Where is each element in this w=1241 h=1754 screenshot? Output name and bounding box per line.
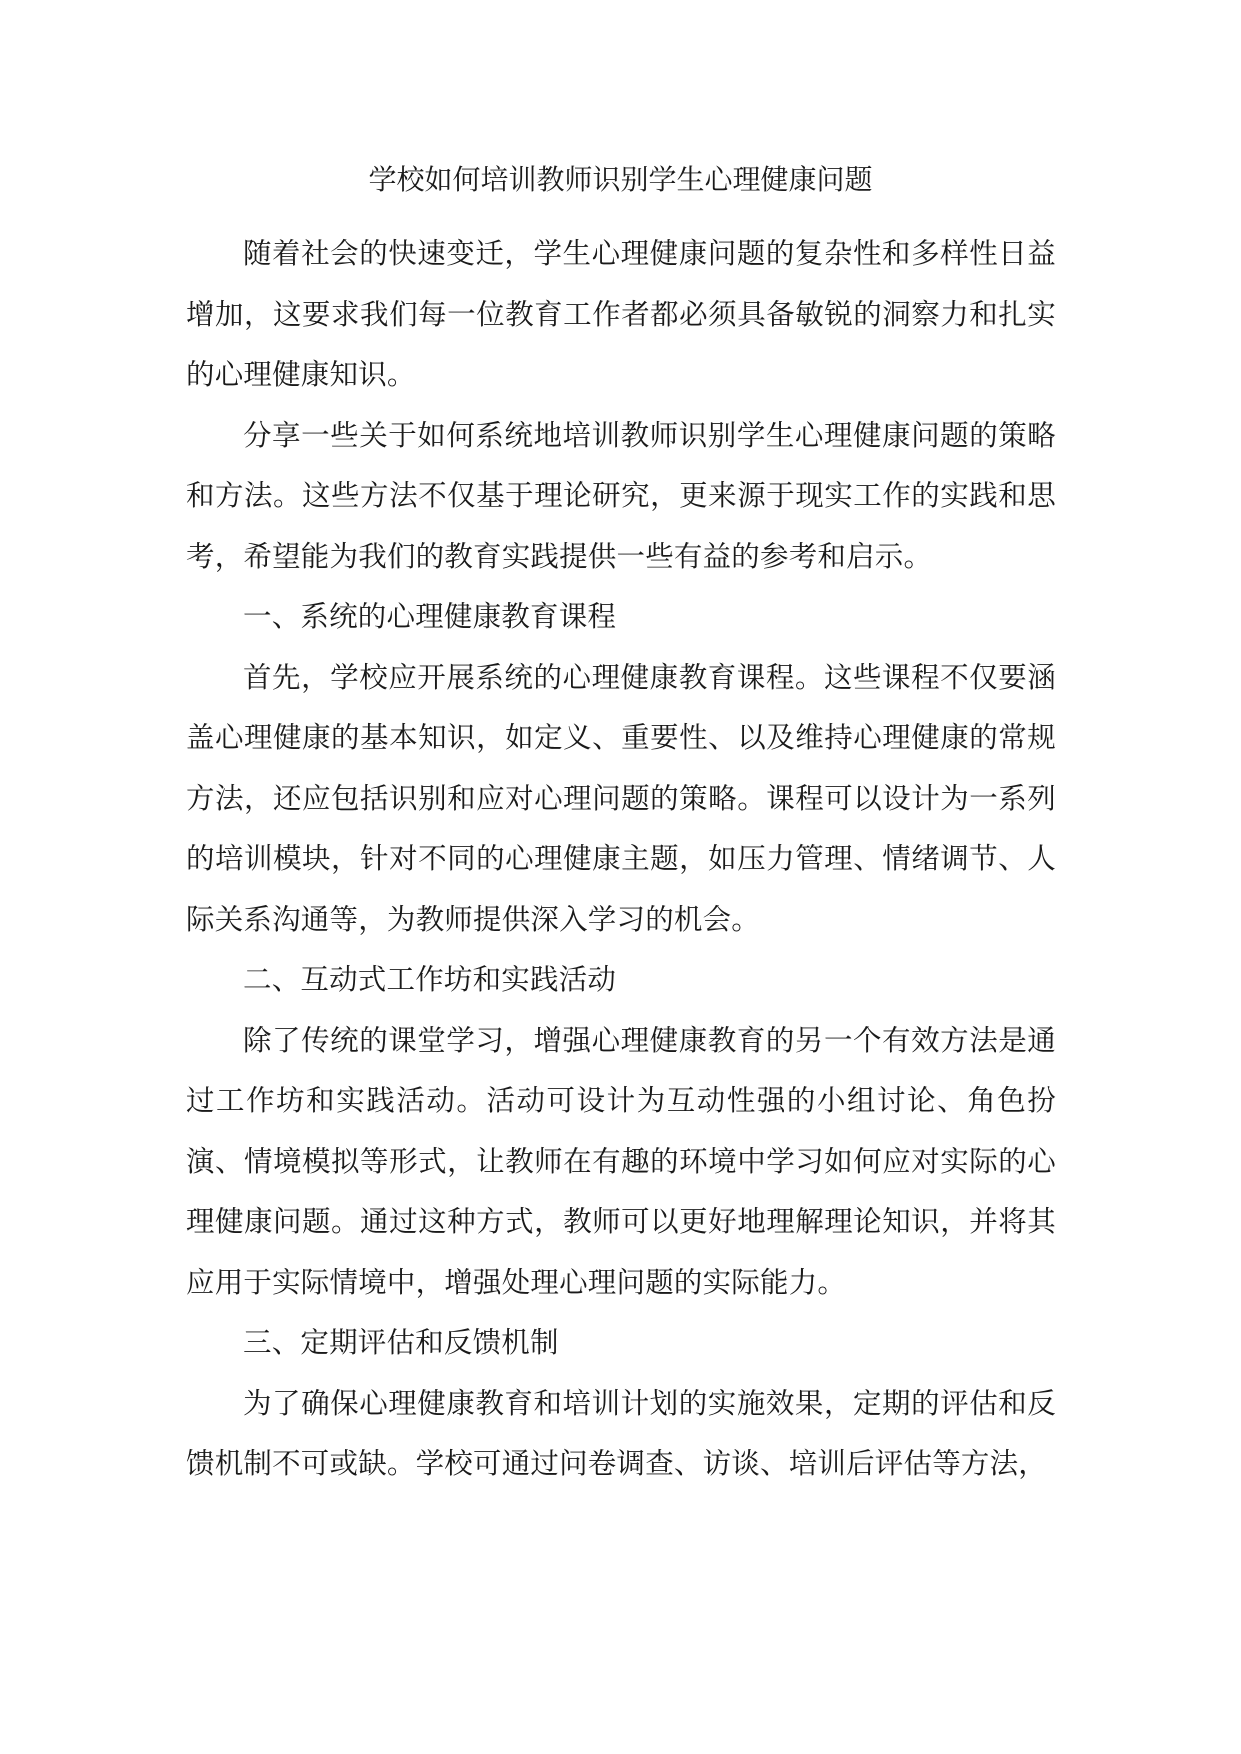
paragraph-section-2: 除了传统的课堂学习，增强心理健康教育的另一个有效方法是通过工作坊和实践活动。活动可设计为互动性强的小组讨论、角色扮演、情境模拟等形式，让教师在有趣的环境中学习如何应对实际的心理健康问题。通过这种方式，教师可以更好地理解理论知识，并将其应用于实际情境中，增强处理心理问题的实际能力。 [186, 1023, 1056, 1299]
paragraph-section-1: 首先，学校应开展系统的心理健康教育课程。这些课程不仅要涵盖心理健康的基本知识，如定义、重要性、以及维持心理健康的常规方法，还应包括识别和应对心理问题的策略。课程可以设计为一系列的培训模块，针对不同的心理健康主题，如压力管理、情绪调节、人际关系沟通等，为教师提供深入学习的机会。 [186, 660, 1056, 936]
paragraph-overview: 分享一些关于如何系统地培训教师识别学生心理健康问题的策略和方法。这些方法不仅基于理论研究，更来源于现实工作的实践和思考，希望能为我们的教育实践提供一些有益的参考和启示。 [186, 418, 1056, 573]
document-body [186, 224, 1056, 1495]
document-title: 学校如何培训教师识别学生心理健康问题 [368, 163, 873, 196]
paragraph-section-3: 为了确保心理健康教育和培训计划的实施效果，定期的评估和反馈机制不可或缺。学校可通过问卷调查、访谈、培训后评估等方法， [186, 1386, 1056, 1480]
section-heading-1: 一、系统的心理健康教育课程 [243, 600, 617, 633]
paragraph-intro: 随着社会的快速变迁，学生心理健康问题的复杂性和多样性日益增加，这要求我们每一位教育工作者都必须具备敏锐的洞察力和扎实的心理健康知识。 [186, 237, 1056, 391]
section-heading-3: 三、定期评估和反馈机制 [243, 1326, 559, 1359]
section-heading-2: 二、互动式工作坊和实践活动 [243, 963, 617, 996]
